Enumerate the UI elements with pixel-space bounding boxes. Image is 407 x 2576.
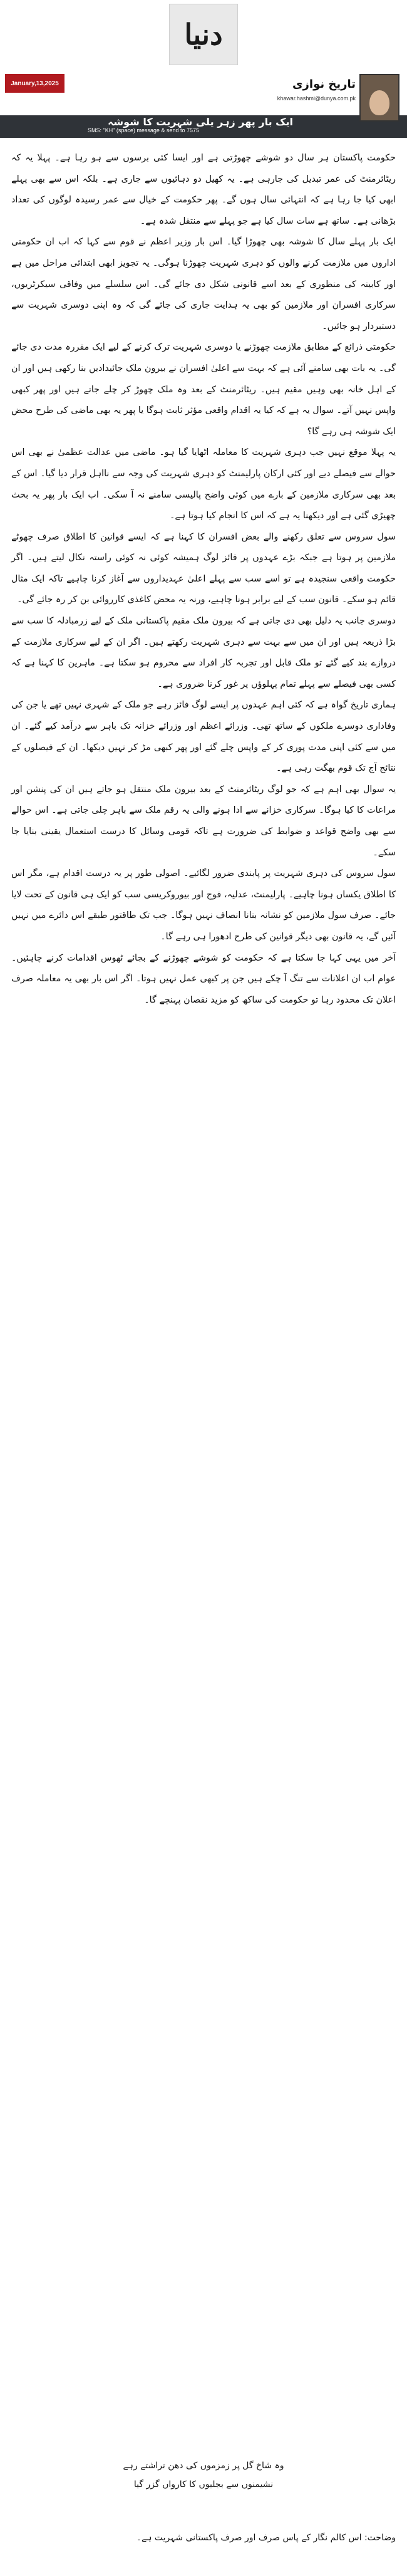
- article-body: [11, 148, 396, 1011]
- article-paragraph: یہ سوال بھی اہم ہے کہ جو لوگ ریٹائرمنٹ کے بعد بیرون ملک منتقل ہو جاتے ہیں ان کی پنشن اور مراعات کا کیا ہوگا۔ سرکاری خزانے سے ادا ہونے والی یہ رقم ملک سے باہر چلی جاتی ہے۔ اس حوالے سے بھی واضح قواعد و ضوابط کی ضرورت ہے تاکہ قومی وسائل کا درست استعمال یقینی بنایا جا سکے۔: [11, 784, 396, 858]
- verse-line-2: نشیمنوں سے بجلیوں کا کارواں گزر گیا: [133, 2480, 274, 2490]
- sms-line: SMS: "KH" (space) message & send to 7575: [88, 127, 199, 133]
- logo-text: دنیا: [184, 18, 223, 51]
- article-paragraph: حکومتی ذرائع کے مطابق ملازمت چھوڑنے یا دوسری شہریت ترک کرنے کے لیے ایک مقررہ مدت دی جائے گی۔ یہ بات بھی سامنے آئی ہے کہ بہت سے اعلیٰ افسران نے بیرون ملک جائیدادیں بنا رکھی ہیں اور ان کے اہل خانہ بھی وہیں مقیم ہیں۔ ریٹائرمنٹ کے بعد وہ ملک چھوڑ کر چلے جاتے ہیں اور پھر کبھی واپس نہیں آتے۔ سوال یہ ہے کہ کیا یہ اقدام واقعی مؤثر ثابت ہوگا یا پھر یہ بھی ماضی کی طرح محض ایک شوشہ ہی رہے گا؟: [11, 342, 396, 437]
- verse-line-1: وہ شاخ گل پر زمزموں کی دھن تراشتے رہے: [123, 2461, 284, 2471]
- article-paragraph: ایک بار پہلے سال کا شوشہ بھی چھوڑا گیا۔ اس بار وزیر اعظم نے قوم سے کہا کہ اب ان حکومتی اداروں میں ملازمت کرنے والوں کو دہری شہریت چھوڑنا ہوگی۔ یہ تجویز ابھی ابتدائی مراحل میں ہے اور کابینہ کی منظوری کے بعد اسے قانونی شکل دی جائے گی۔ اس سلسلے میں وفاقی سیکرٹریوں، سرکاری افسران اور ملازمین کو بھی یہ ہدایت جاری کی جائے گی کہ وہ اپنی دوسری شہریت سے دستبردار ہو جائیں۔: [11, 237, 396, 331]
- date-badge: January,13,2025: [5, 74, 64, 93]
- clarification-note: وضاحت: اس کالم نگار کے پاس صرف اور صرف پاکستانی شہریت ہے۔: [136, 2533, 396, 2543]
- article-paragraph: سول سروس کی دہری شہریت پر پابندی ضرور لگائیے۔ اصولی طور پر یہ درست اقدام ہے، مگر اس کا اطلاق یکساں ہونا چاہیے۔ پارلیمنٹ، عدلیہ، فوج اور بیوروکریسی سب کو ایک ہی قانون کے تحت لایا جائے۔ صرف سول ملازمین کو نشانہ بنانا انصاف نہیں ہوگا۔ جب تک طاقتور طبقے اس دائرے میں نہیں آئیں گے، یہ قانون بھی دیگر قوانین کی طرح ادھورا ہی رہے گا۔: [11, 868, 396, 942]
- newspaper-logo: [169, 4, 238, 65]
- author-photo: [359, 74, 399, 122]
- author-email: khawar.hashmi@dunya.com.pk: [277, 95, 356, 102]
- closing-verse: [113, 2456, 294, 2494]
- article-paragraph: دوسری جانب یہ دلیل بھی دی جاتی ہے کہ بیرون ملک مقیم پاکستانی ملک کے لیے زرمبادلہ کا سب سے بڑا ذریعہ ہیں اور ان میں سے بہت سے دہری شہریت رکھتے ہیں۔ اگر ان کے لیے سرکاری ملازمت کے دروازے بند کیے گئے تو ملک قابل اور تجربہ کار افراد سے محروم ہو سکتا ہے۔ ماہرین کا کہنا ہے کہ کسی بھی فیصلے سے پہلے تمام پہلوؤں پر غور کرنا ضروری ہے۔: [11, 616, 396, 689]
- article-paragraph: یہ پہلا موقع نہیں جب دہری شہریت کا معاملہ اٹھایا گیا ہو۔ ماضی میں عدالت عظمیٰ نے بھی اس حوالے سے فیصلے دیے اور کئی ارکان پارلیمنٹ کو دہری شہریت کی وجہ سے نااہل قرار دیا گیا۔ اس کے بعد بھی سرکاری ملازمین کے بارے میں کوئی واضح پالیسی سامنے نہ آ سکی۔ اب ایک بار پھر یہ بحث چھیڑی گئی ہے اور دیکھنا یہ ہے کہ اس کا انجام کیا ہوتا ہے۔: [11, 447, 396, 521]
- masthead: [0, 0, 407, 69]
- article-paragraph: آخر میں یہی کہا جا سکتا ہے کہ حکومت کو شوشے چھوڑنے کے بجائے ٹھوس اقدامات کرنے چاہئیں۔ عوام اب ان اعلانات سے تنگ آ چکے ہیں جن پر کبھی عمل نہیں ہوتا۔ اگر اس بار بھی یہ معاملہ صرف اعلان تک محدود رہا تو حکومت کی ساکھ کو مزید نقصان پہنچے گا۔: [11, 952, 396, 1005]
- column-name: تاریخ نوازی: [292, 78, 356, 91]
- article-paragraph: حکومت پاکستان ہر سال دو شوشے چھوڑتی ہے اور ایسا کئی برسوں سے ہو رہا ہے۔ پہلا یہ کہ ریٹائرمنٹ کی عمر تبدیل کی جارہی ہے۔ یہ کھیل دو دہائیوں سے جاری ہے۔ بلکہ اس سے بھی پہلے ابھی کیا جا رہا ہے کہ انتہائی سال ہوں گے۔ پھر حکومت کے خیال سے عمر رسیدہ لوگوں کی تعداد بڑھانی ہے۔ ساتھ ہے سات سال کیا ہے جو پہلے سے منتقل شدہ ہے۔: [11, 153, 396, 226]
- article-paragraph: ہماری تاریخ گواہ ہے کہ کئی اہم عہدوں پر ایسے لوگ فائز رہے جو ملک کے شہری نہیں تھے یا جن کی وفاداری دوسرے ملکوں کے ساتھ تھی۔ وزرائے اعظم اور وزرائے خزانہ تک باہر سے درآمد کیے گئے۔ ان میں سے کئی اپنی مدت پوری کر کے واپس چلے گئے اور پھر کبھی مڑ کر نہیں دیکھا۔ ان کے فیصلوں کے نتائج آج تک قوم بھگت رہی ہے۔: [11, 700, 396, 774]
- article-paragraph: سول سروس سے تعلق رکھنے والے بعض افسران کا کہنا ہے کہ ایسے قوانین کا اطلاق صرف چھوٹے ملازمین پر ہوتا ہے جبکہ بڑے عہدوں پر فائز لوگ ہمیشہ کوئی نہ کوئی راستہ نکال لیتے ہیں۔ اگر حکومت واقعی سنجیدہ ہے تو اسے سب سے پہلے اعلیٰ عہدیداروں سے آغاز کرنا چاہیے تاکہ ایک مثال قائم ہو سکے۔ قانون سب کے لیے برابر ہونا چاہیے، ورنہ یہ محض کاغذی کارروائی بن کر رہ جائے گی۔: [11, 531, 396, 605]
- article-title: ایک بار پھر زہر یلی شہریت کا شوشہ: [107, 116, 294, 128]
- author-face-icon: [369, 90, 389, 115]
